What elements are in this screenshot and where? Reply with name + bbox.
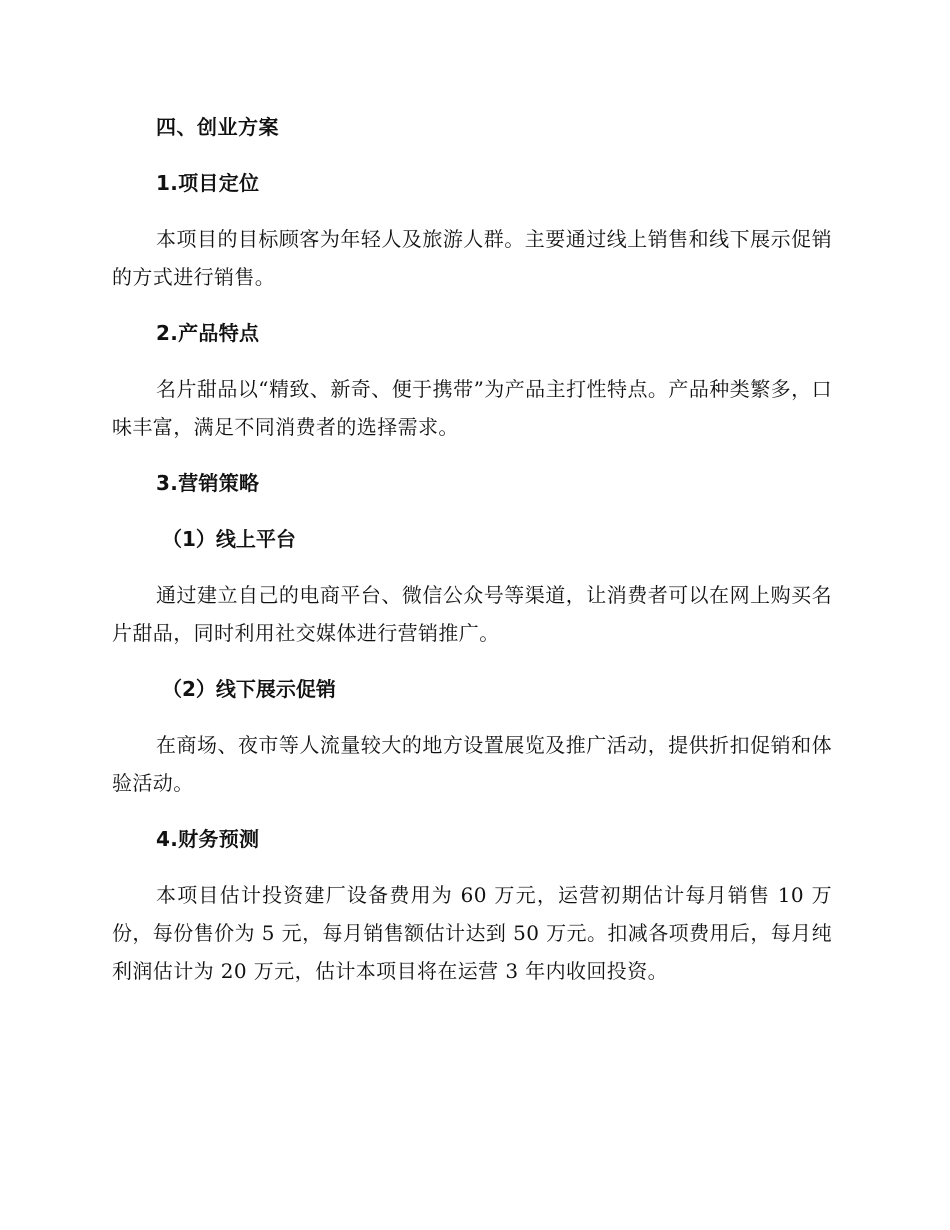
paragraph-product-features: 名片甜品以“精致、新奇、便于携带”为产品主打性特点。产品种类繁多，口味丰富，满足不同消费者的选择需求。 bbox=[112, 377, 832, 439]
subheading-online-platform: （1）线上平台 bbox=[162, 527, 296, 551]
heading-project-positioning: 1.项目定位 bbox=[156, 171, 260, 195]
heading-financial-forecast: 4.财务预测 bbox=[156, 827, 260, 851]
section-heading: 四、创业方案 bbox=[156, 115, 279, 139]
paragraph-online-platform: 通过建立自己的电商平台、微信公众号等渠道，让消费者可以在网上购买名片甜品，同时利用社交媒体进行营销推广。 bbox=[112, 583, 832, 645]
document-body bbox=[112, 108, 832, 1008]
heading-marketing-strategy: 3.营销策略 bbox=[156, 471, 260, 495]
paragraph-project-positioning: 本项目的目标顾客为年轻人及旅游人群。主要通过线上销售和线下展示促销的方式进行销售。 bbox=[112, 227, 832, 289]
subheading-offline-promotion: （2）线下展示促销 bbox=[162, 677, 336, 701]
heading-product-features: 2.产品特点 bbox=[156, 321, 260, 345]
paragraph-financial-forecast: 本项目估计投资建厂设备费用为 60 万元，运营初期估计每月销售 10 万份，每份售价为 5 元，每月销售额估计达到 50 万元。扣减各项费用后，每月纯利润估计为 20 万元，估计本项目将在运营 3 年内收回投资。 bbox=[112, 883, 832, 983]
paragraph-offline-promotion: 在商场、夜市等人流量较大的地方设置展览及推广活动，提供折扣促销和体验活动。 bbox=[112, 733, 832, 795]
